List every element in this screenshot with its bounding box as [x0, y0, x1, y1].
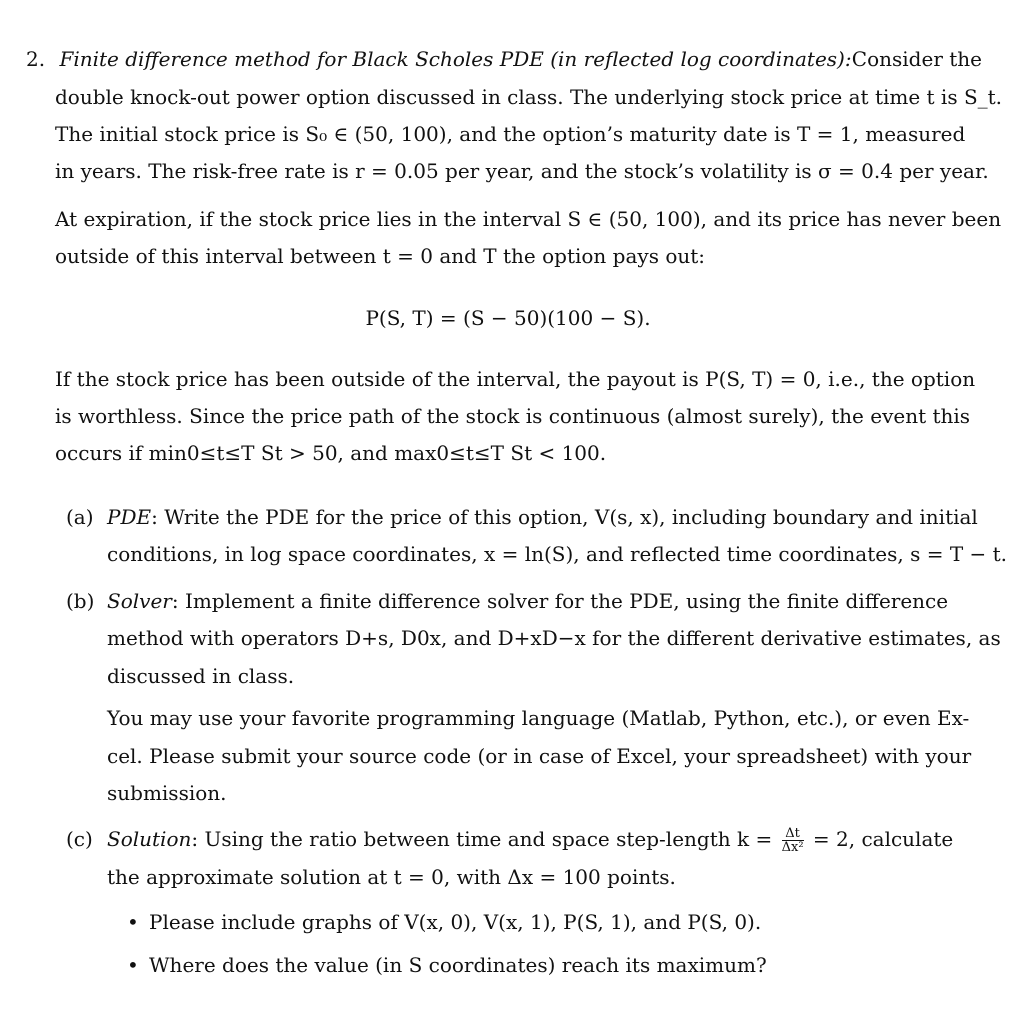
bullet-item: Please include graphs of V(x, 0), V(x, 1), P(S, 1), and P(S, 0).: [149, 910, 762, 934]
part-a-line: conditions, in log space coordinates, x = ln(S), and reflected time coordinates, s = T − t.: [107, 542, 1008, 566]
part-a-text: : Write the PDE for the price of this option, V(s, x), including boundary and initial: [151, 505, 978, 529]
part-a-line: [107, 505, 978, 529]
bullet-icon: •: [127, 910, 139, 934]
part-b-title: Solver: [107, 589, 172, 613]
bullet-icon: •: [127, 953, 139, 977]
expiration-line: At expiration, if the stock price lies in the interval S ∈ (50, 100), and its price has never been: [55, 207, 1002, 231]
worthless-line: If the stock price has been outside of the interval, the payout is P(S, T) = 0, i.e., the option: [55, 367, 976, 391]
part-c-title: Solution: [107, 827, 192, 851]
part-c-text-a: : Using the ratio between time and space step-length k =: [191, 827, 773, 851]
worthless-line: is worthless. Since the price path of the stock is continuous (almost surely), the event this: [55, 404, 971, 428]
payoff-formula: P(S, T) = (S − 50)(100 − S).: [365, 306, 651, 330]
problem-title: Finite difference method for Black Scholes PDE (in reflected log coordinates):: [59, 47, 852, 71]
intro-line: in years. The risk-free rate is r = 0.05 per year, and the stock’s volatility is σ = 0.4 per year.: [55, 159, 989, 183]
intro-line: The initial stock price is S₀ ∈ (50, 100), and the option’s maturity date is T = 1, measured: [55, 122, 966, 146]
fraction-numerator: Δt: [782, 827, 804, 841]
part-b-text: : Implement a finite difference solver for the PDE, using the finite difference: [171, 589, 949, 613]
part-b-extra-line: You may use your favorite programming language (Matlab, Python, etc.), or even Ex-: [107, 706, 970, 730]
problem-header-line: [26, 47, 982, 71]
part-a-title: PDE: [107, 505, 152, 529]
intro-line: double knock-out power option discussed in class. The underlying stock price at time t is S_t.: [55, 85, 1003, 109]
part-b-line: discussed in class.: [107, 664, 295, 688]
bullet-item: Where does the value (in S coordinates) reach its maximum?: [149, 953, 767, 977]
part-b-extra-line: cel. Please submit your source code (or in case of Excel, your spreadsheet) with your: [107, 744, 972, 768]
problem-header-left: [26, 47, 852, 71]
part-b-label: (b): [66, 589, 95, 613]
fraction-denominator: Δx²: [781, 840, 804, 855]
part-b-extra-line: submission.: [107, 781, 227, 805]
part-c-line: [107, 827, 953, 854]
part-c-line: the approximate solution at t = 0, with Δx = 100 points.: [107, 865, 676, 889]
part-b-line: method with operators D+s, D0x, and D+xD−x for the different derivative estimates, as: [107, 626, 1001, 650]
part-a-label: (a): [66, 505, 94, 529]
expiration-line: outside of this interval between t = 0 and T the option pays out:: [55, 244, 706, 268]
worthless-line: occurs if min0≤t≤T St > 50, and max0≤t≤T St < 100.: [55, 441, 607, 465]
step-ratio-fraction: [782, 827, 804, 854]
part-c-label: (c): [66, 827, 93, 851]
part-c-text-b: = 2, calculate: [812, 827, 954, 851]
part-b-line: [107, 589, 948, 613]
problem-number: 2.: [26, 47, 46, 71]
intro-line: Consider the: [851, 47, 982, 71]
